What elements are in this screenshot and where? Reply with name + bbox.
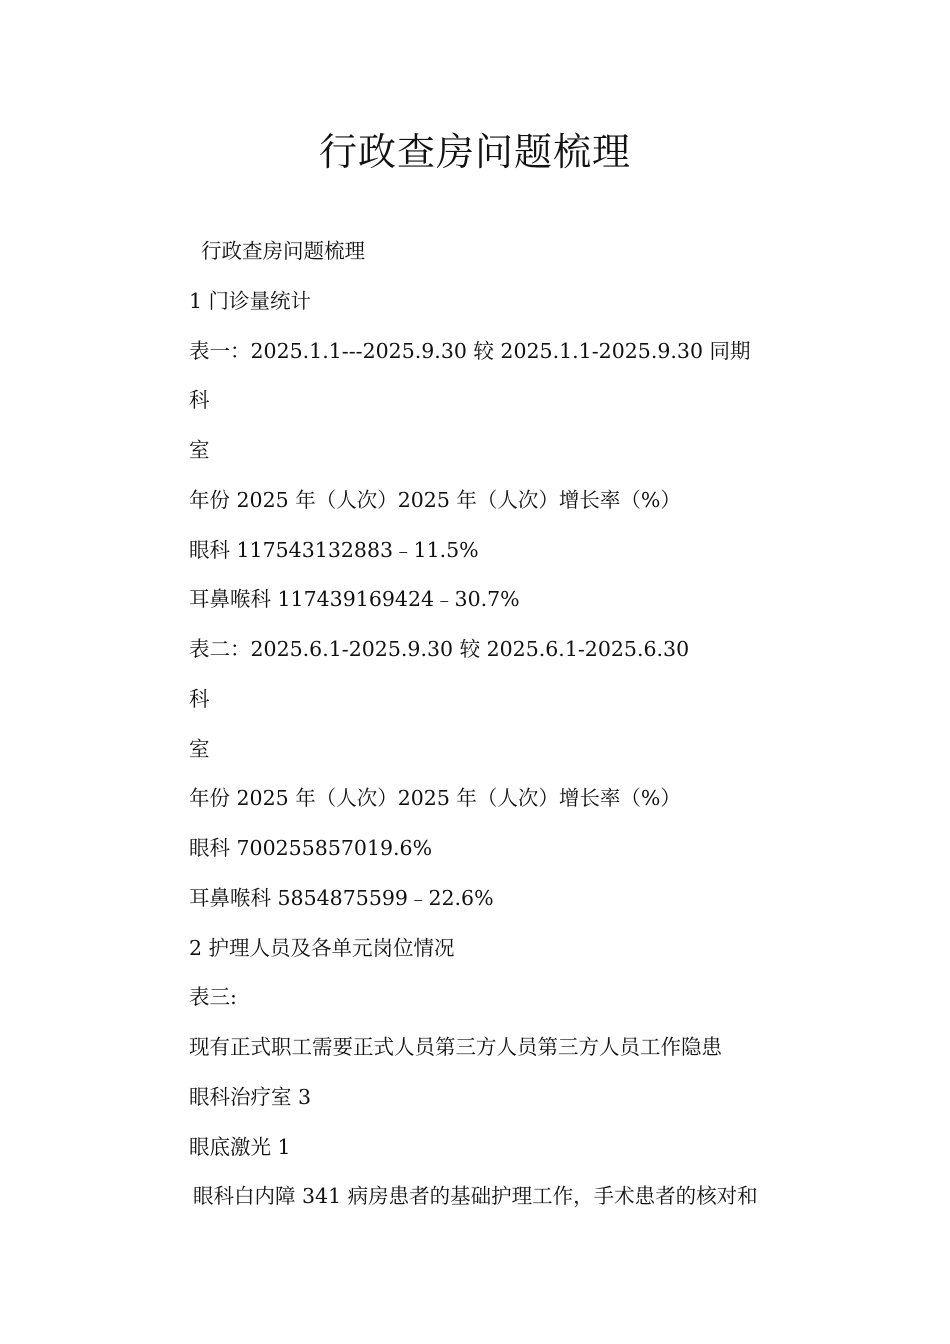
section-heading-outpatient: 1 门诊量统计: [189, 288, 312, 313]
table-two-caption: 表二：2025.6.1-2025.9.30 较 2025.6.1-2025.6.30: [189, 637, 690, 661]
table-three-caption: 表三:: [189, 985, 237, 1010]
table-two-header-ke: 科: [189, 686, 210, 711]
table-two-column-headers: 年份 2025 年（人次）2025 年（人次）增长率（%）: [189, 786, 681, 811]
table-one-row-ophthalmology: 眼科 117543132883﹣11.5%: [189, 537, 479, 562]
document-title: 行政查房问题梳理: [318, 130, 631, 174]
table-three-row-cataract: 眼科白内障 341 病房患者的基础护理工作，手术患者的核对和: [193, 1184, 758, 1209]
table-one-header-ke: 科: [189, 388, 210, 413]
section-heading-nursing: 2 护理人员及各单元岗位情况: [189, 935, 455, 960]
table-two-row-ent: 耳鼻喉科 5854875599﹣22.6%: [189, 885, 494, 910]
table-two-row-ophthalmology: 眼科 700255857019.6%: [189, 836, 433, 860]
table-three-column-headers: 现有正式职工需要正式人员第三方人员第三方人员工作隐患: [189, 1035, 722, 1059]
table-one-header-shi: 室: [189, 438, 210, 462]
table-one-row-ent: 耳鼻喉科 117439169424﹣30.7%: [189, 587, 520, 612]
subtitle-line: 行政查房问题梳理: [201, 239, 365, 263]
table-one-caption: 表一：2025.1.1---2025.9.30 较 2025.1.1-2025.9.30 同期: [189, 338, 751, 363]
table-three-row-treatment-room: 眼科治疗室 3: [189, 1084, 312, 1109]
table-one-column-headers: 年份 2025 年（人次）2025 年（人次）增长率（%）: [189, 487, 681, 512]
document-body: [189, 230, 889, 1225]
table-three-row-fundus-laser: 眼底激光 1: [189, 1134, 291, 1159]
table-two-header-shi: 室: [189, 736, 210, 761]
